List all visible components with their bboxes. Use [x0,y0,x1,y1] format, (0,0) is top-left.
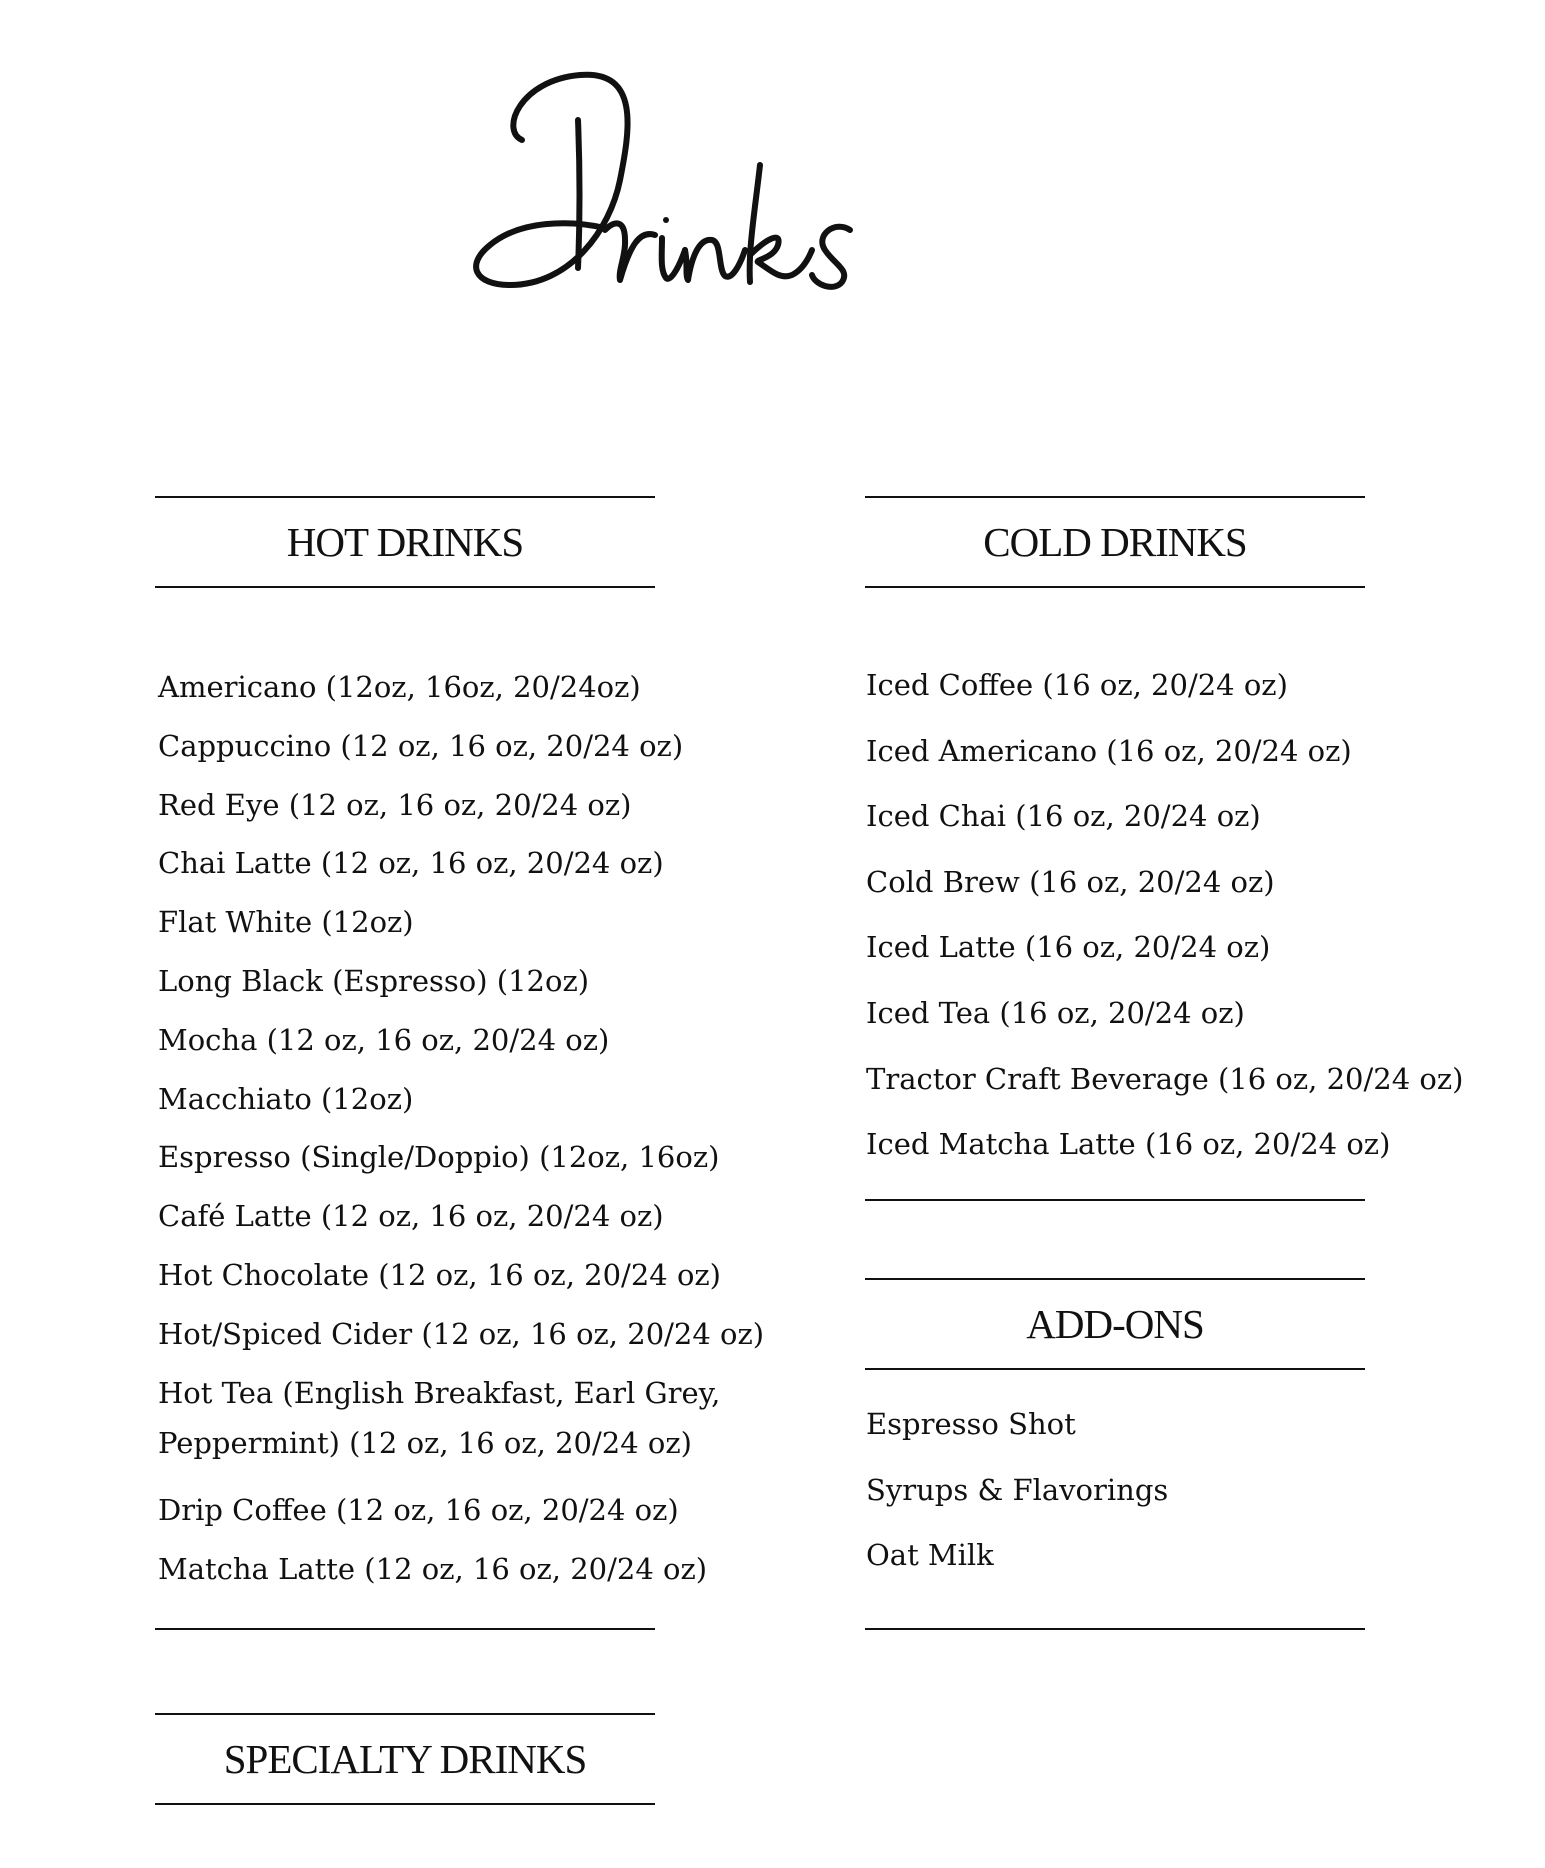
cold-drinks-list [866,653,1463,1178]
list-item: Drip Coffee (12 oz, 16 oz, 20/24 oz) [158,1493,679,1528]
list-item: Red Eye (12 oz, 16 oz, 20/24 oz) [158,787,632,822]
list-item: Tractor Craft Beverage (16 oz, 20/24 oz) [866,1061,1464,1096]
list-item: Hot Tea (English Breakfast, Earl Grey, Peppermint) (12 oz, 16 oz, 20/24 oz) [158,1375,721,1460]
divider [865,1368,1365,1370]
divider [865,1199,1365,1201]
list-item: Syrups & Flavorings [866,1472,1169,1507]
hot-drinks-heading: HOT DRINKS [286,519,524,565]
list-item: Cappuccino (12 oz, 16 oz, 20/24 oz) [158,728,684,763]
drinks-script-logo [430,70,990,330]
page-title [430,70,990,330]
list-item: Espresso Shot [866,1407,1076,1441]
list-item: Matcha Latte (12 oz, 16 oz, 20/24 oz) [158,1551,708,1586]
list-item: Iced Tea (16 oz, 20/24 oz) [866,995,1245,1030]
list-item: Café Latte (12 oz, 16 oz, 20/24 oz) [158,1199,664,1234]
list-item: Iced Americano (16 oz, 20/24 oz) [866,733,1352,768]
list-item: Macchiato (12oz) [158,1081,414,1116]
divider [155,1628,655,1630]
list-item: Espresso (Single/Doppio) (12oz, 16oz) [158,1140,720,1175]
list-item: Cold Brew (16 oz, 20/24 oz) [866,864,1275,899]
divider [865,586,1365,588]
cold-drinks-heading: COLD DRINKS [983,519,1247,565]
list-item: Oat Milk [866,1538,994,1573]
hot-drinks-header [155,496,655,588]
list-item: Iced Matcha Latte (16 oz, 20/24 oz) [866,1127,1391,1162]
list-item: Chai Latte (12 oz, 16 oz, 20/24 oz) [158,846,664,881]
divider [865,1628,1365,1630]
list-item: Hot Chocolate (12 oz, 16 oz, 20/24 oz) [158,1257,721,1292]
add-ons-header [865,1278,1365,1370]
specialty-drinks-heading: SPECIALTY DRINKS [223,1736,587,1782]
divider [155,1803,655,1805]
list-item: Long Black (Espresso) (12oz) [158,963,590,998]
cold-drinks-header [865,496,1365,588]
list-item: Iced Chai (16 oz, 20/24 oz) [866,799,1261,834]
list-item: Hot/Spiced Cider (12 oz, 16 oz, 20/24 oz) [158,1316,765,1351]
list-item: Iced Latte (16 oz, 20/24 oz) [866,930,1271,965]
specialty-drinks-header [155,1713,655,1805]
add-ons-list [866,1392,1168,1589]
list-item: Iced Coffee (16 oz, 20/24 oz) [866,668,1288,702]
list-item: Flat White (12oz) [158,905,414,940]
list-item: Mocha (12 oz, 16 oz, 20/24 oz) [158,1022,610,1057]
list-item: Americano (12oz, 16oz, 20/24oz) [158,670,641,704]
divider [155,586,655,588]
hot-drinks-list [158,658,778,1599]
add-ons-heading: ADD-ONS [1026,1301,1204,1347]
